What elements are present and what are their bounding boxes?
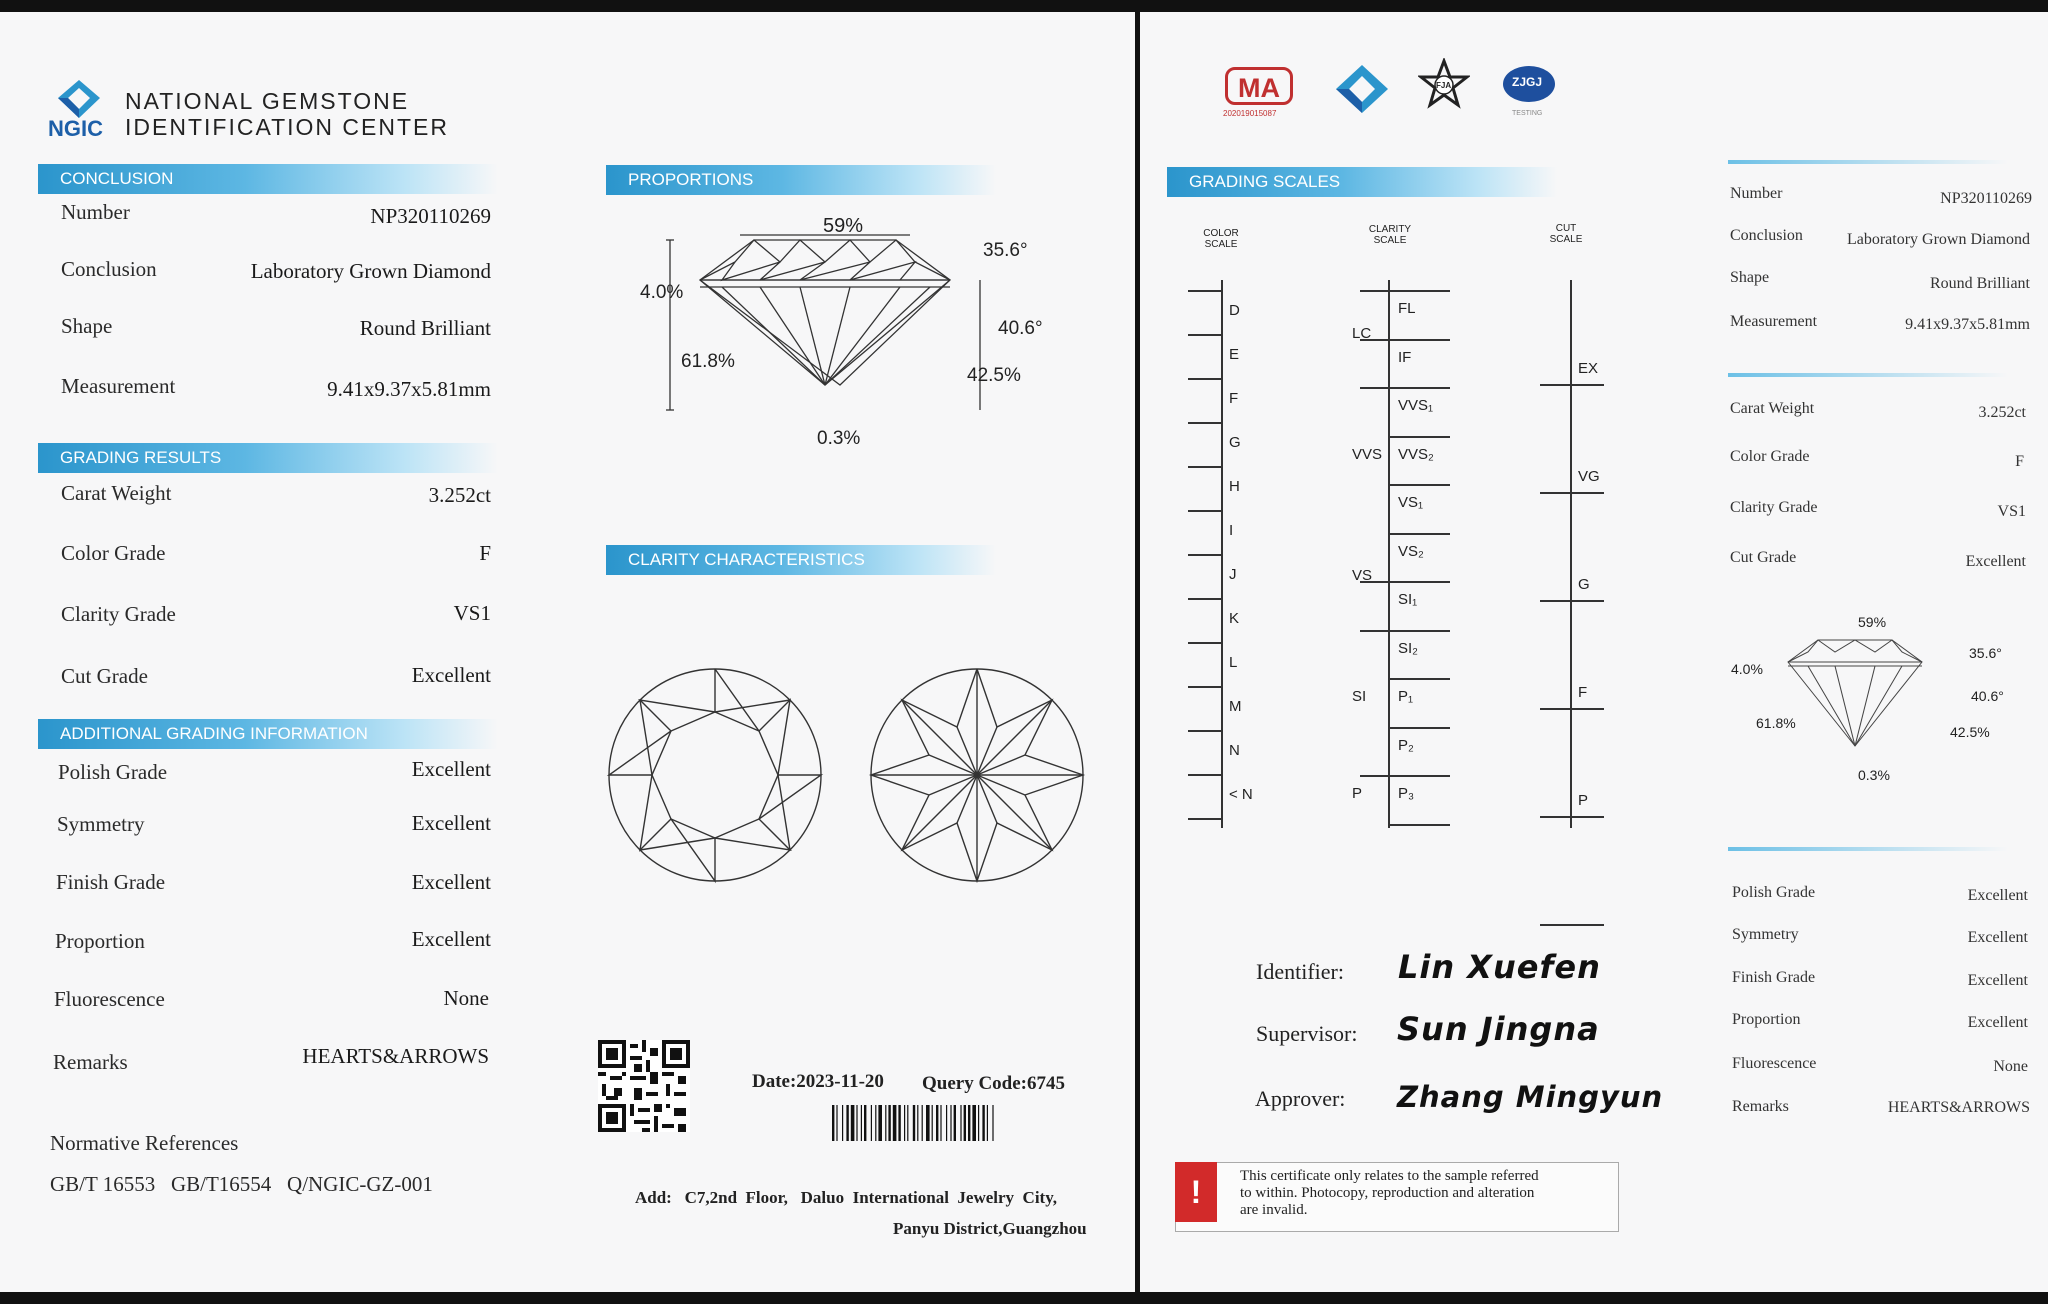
color-scale-grade: F (1229, 390, 1239, 407)
measurement-label: Measurement (61, 374, 176, 398)
approver-signature: Zhang Mingyun (1397, 1080, 1664, 1114)
barcode-bar (982, 1105, 984, 1141)
cma-badge (1225, 67, 1293, 105)
stub-symmetry-label: Symmetry (1732, 926, 1799, 943)
clarity-scale-title-2: SCALE (1373, 235, 1407, 246)
cut-scale-tick (1540, 600, 1604, 602)
proportion-pavilion-depth: 42.5% (967, 365, 1021, 386)
proportion-table: 59% (823, 215, 864, 237)
barcode-bar (964, 1105, 966, 1141)
certificate-left-panel (0, 12, 1135, 1292)
stub-polish-value: Excellent (1967, 887, 2028, 904)
barcode-bar (926, 1105, 930, 1141)
color-scale-tick (1188, 642, 1223, 644)
section-grading-scales: GRADING SCALES (1167, 167, 1557, 197)
clarity-scale-tick (1388, 824, 1450, 826)
clarity-group-divider (1360, 775, 1388, 777)
clarity-scale-tick (1388, 339, 1450, 341)
barcode-bar (940, 1105, 941, 1141)
symmetry-value: Excellent (411, 811, 491, 835)
clarity-scale-grade: P₁ (1398, 688, 1414, 705)
barcode-bar (922, 1105, 923, 1141)
barcode-bar (832, 1105, 834, 1141)
stub-measurement-label: Measurement (1730, 313, 1818, 330)
barcode[interactable] (832, 1105, 1074, 1141)
barcode-bar (898, 1105, 900, 1141)
notice-line2: to within. Photocopy, reproduction and alteration (1240, 1185, 1535, 1201)
color-scale-tick (1188, 334, 1223, 336)
barcode-bar (861, 1105, 862, 1141)
stub-proportion-value: Excellent (1967, 1014, 2028, 1031)
stub-number-value: NP320110269 (1940, 190, 2032, 207)
proportion-pavilion-angle: 40.6° (998, 318, 1043, 339)
barcode-bar (968, 1105, 970, 1141)
clarity-scale-grade: P₃ (1398, 785, 1415, 802)
color-scale-tick (1188, 422, 1223, 424)
stub-fluorescence-label: Fluorescence (1732, 1055, 1817, 1072)
color-scale-grade: D (1229, 302, 1240, 319)
stub-remarks-value: HEARTS&ARROWS (1887, 1099, 2030, 1116)
number-value: NP320110269 (370, 204, 491, 228)
clarity-scale-tick (1388, 678, 1450, 680)
cut-scale-grade: EX (1578, 360, 1599, 377)
stub-conclusion-value: Laboratory Grown Diamond (1846, 231, 2030, 248)
color-grade-label: Color Grade (61, 541, 166, 565)
notice-line3: are invalid. (1240, 1202, 1308, 1218)
section-proportions: PROPORTIONS (606, 165, 996, 195)
clarity-scale-grade: SI₁ (1398, 591, 1418, 608)
stub-number-label: Number (1730, 185, 1783, 202)
clarity-scale-grade: SI₂ (1398, 639, 1418, 657)
section-additional-grading: ADDITIONAL GRADING INFORMATION (38, 719, 498, 749)
color-scale-title-2: SCALE (1204, 239, 1238, 250)
clarity-scale (1350, 280, 1450, 828)
barcode-bar (842, 1105, 843, 1141)
stub-color-label: Color Grade (1730, 448, 1810, 465)
cut-scale-grade: VG (1578, 468, 1600, 485)
cut-scale-grade: F (1578, 684, 1588, 701)
clarity-scale-group: LC (1352, 324, 1372, 342)
barcode-bar (936, 1105, 938, 1141)
cut-scale-tick (1540, 816, 1604, 818)
fluorescence-label: Fluorescence (54, 987, 165, 1011)
stub-finish-value: Excellent (1967, 972, 2028, 989)
approver-label: Approver: (1255, 1086, 1346, 1111)
stub-proportion-pavilion-angle: 40.6° (1971, 688, 2004, 704)
color-scale-grade: E (1229, 346, 1240, 363)
clarity-scale-grade: VS₂ (1398, 542, 1424, 560)
clarity-scale-tick (1388, 484, 1450, 486)
barcode-bar (851, 1105, 855, 1141)
clarity-scale-axis (1388, 280, 1390, 828)
qr-code[interactable] (598, 1040, 690, 1132)
stub-proportion-table: 59% (1858, 614, 1887, 630)
barcode-bar (950, 1105, 951, 1141)
color-scale-grade: G (1229, 434, 1241, 451)
carat-weight-value: 3.252ct (428, 483, 491, 507)
clarity-scale-tick (1388, 290, 1450, 292)
section-conclusion: CONCLUSION (38, 164, 498, 194)
section-grading-results: GRADING RESULTS (38, 443, 498, 473)
stub-proportion-crown-height: 4.0% (1731, 661, 1763, 677)
barcode-bar (946, 1105, 947, 1141)
color-scale-grade: M (1229, 698, 1242, 715)
finish-grade-label: Finish Grade (56, 870, 166, 894)
color-scale-tick (1188, 466, 1223, 468)
stub-clarity-label: Clarity Grade (1730, 499, 1818, 516)
cut-scale (1540, 280, 1604, 828)
polish-grade-label: Polish Grade (58, 760, 168, 784)
stub-remarks-label: Remarks (1732, 1098, 1789, 1115)
clarity-scale-group: VVS (1352, 445, 1383, 463)
stub-proportion-total-depth: 61.8% (1756, 715, 1796, 731)
barcode-bar (888, 1105, 890, 1141)
cma-number: 202019015087 (1223, 109, 1277, 118)
clarity-plot-pavilion (867, 665, 1087, 885)
ngic-mark-icon (1334, 63, 1390, 115)
stub-carat-label: Carat Weight (1730, 400, 1815, 417)
header-title-line1: NATIONAL GEMSTONE (125, 88, 410, 114)
barcode-bar (836, 1105, 837, 1141)
color-scale-grade: < N (1229, 786, 1253, 803)
clarity-scale-grade: IF (1398, 348, 1412, 366)
clarity-scale-grade: VS₁ (1398, 494, 1424, 511)
issue-date: Date:2023-11-20 (752, 1071, 884, 1092)
barcode-bar (954, 1105, 956, 1141)
clarity-scale-tick (1388, 533, 1450, 535)
cut-scale-title (1544, 223, 1588, 245)
normative-references-list: GB/T 16553 GB/T16554 Q/NGIC-GZ-001 (50, 1172, 433, 1196)
color-scale-tick (1188, 378, 1223, 380)
clarity-scale-title-1: CLARITY (1368, 224, 1412, 235)
clarity-scale-grade: VVS₂ (1398, 445, 1434, 463)
cut-grade-label: Cut Grade (61, 664, 148, 688)
cut-scale-grade: P (1578, 792, 1589, 809)
warning-icon: ! (1175, 1162, 1217, 1222)
stub-clarity-value: VS1 (1997, 503, 2026, 520)
stub-conclusion-label: Conclusion (1730, 227, 1803, 244)
color-scale-tick (1188, 510, 1223, 512)
carat-weight-label: Carat Weight (61, 481, 172, 505)
clarity-plot-crown (605, 665, 825, 885)
barcode-bar (992, 1105, 993, 1141)
clarity-scale-group: SI (1352, 688, 1367, 706)
stub-divider-additional (1728, 847, 2008, 851)
ngic-logo-text: NGIC (48, 116, 103, 141)
color-scale-tick (1188, 774, 1223, 776)
proportion-value: Excellent (411, 927, 491, 951)
zjgj-badge-sub: TESTING (1512, 110, 1543, 117)
stub-proportion-label: Proportion (1732, 1011, 1801, 1028)
clarity-grade-label: Clarity Grade (61, 602, 176, 626)
cma-badge-text: MA (1238, 73, 1280, 103)
zjgj-badge-text: ZJGJ (1512, 75, 1543, 89)
clarity-scale-tick (1388, 387, 1450, 389)
barcode-bar (846, 1105, 848, 1141)
color-scale-tick (1188, 818, 1223, 820)
color-scale-tick (1188, 598, 1223, 600)
stub-proportion-culet: 0.3% (1858, 767, 1890, 783)
cut-scale-tick (1540, 384, 1604, 386)
proportion-label: Proportion (55, 929, 145, 953)
barcode-bar (904, 1105, 905, 1141)
color-scale-grade: N (1229, 742, 1240, 759)
remarks-label: Remarks (53, 1050, 128, 1074)
barcode-bar (978, 1105, 979, 1141)
color-grade-value: F (479, 541, 491, 565)
stub-symmetry-value: Excellent (1967, 929, 2028, 946)
color-scale-title (1199, 228, 1243, 250)
barcode-bar (875, 1105, 876, 1141)
clarity-scale-tick (1388, 630, 1450, 632)
barcode-bar (972, 1105, 976, 1141)
barcode-bar (987, 1105, 988, 1141)
fluorescence-value: None (443, 986, 489, 1010)
stub-proportion-crown-angle: 35.6° (1969, 645, 2002, 661)
color-scale-grade: H (1229, 478, 1240, 495)
cut-scale-title-2: SCALE (1549, 234, 1583, 245)
stub-divider-grading (1728, 373, 2008, 377)
identifier-signature: Lin Xuefen (1398, 948, 1601, 986)
clarity-group-divider (1360, 290, 1388, 292)
clarity-scale-grade: P₂ (1398, 736, 1414, 754)
color-scale-tick (1188, 554, 1223, 556)
stub-measurement-value: 9.41x9.37x5.81mm (1905, 316, 2030, 333)
clarity-scale-grade: FL (1398, 300, 1416, 317)
supervisor-label: Supervisor: (1256, 1021, 1358, 1046)
cut-scale-axis (1570, 280, 1572, 828)
color-scale-grade: J (1229, 566, 1237, 583)
stub-polish-label: Polish Grade (1732, 884, 1816, 901)
clarity-scale-tick (1388, 727, 1450, 729)
stub-cut-value: Excellent (1965, 553, 2026, 570)
normative-references-title: Normative References (50, 1131, 239, 1155)
stub-proportion-pavilion-depth: 42.5% (1950, 724, 1990, 740)
color-scale (1188, 280, 1254, 828)
color-scale-grade: K (1229, 610, 1240, 627)
barcode-bar (856, 1105, 857, 1141)
stub-cut-label: Cut Grade (1730, 549, 1797, 566)
clarity-group-divider (1360, 630, 1388, 632)
proportion-culet: 0.3% (817, 428, 861, 449)
clarity-grade-value: VS1 (453, 601, 491, 625)
ngic-logo-icon (56, 78, 102, 120)
remarks-value: HEARTS&ARROWS (302, 1044, 489, 1068)
symmetry-label: Symmetry (57, 812, 145, 836)
stub-color-value: F (2015, 453, 2024, 470)
stub-finish-label: Finish Grade (1732, 969, 1816, 986)
notice-line1: This certificate only relates to the sample referred (1240, 1168, 1539, 1184)
stub-shape-label: Shape (1730, 269, 1770, 286)
conclusion-value: Laboratory Grown Diamond (250, 259, 491, 283)
clarity-scale-tick (1388, 436, 1450, 438)
number-label: Number (61, 200, 130, 224)
barcode-bar (871, 1105, 872, 1141)
color-scale-tick (1188, 730, 1223, 732)
supervisor-signature: Sun Jingna (1397, 1010, 1600, 1048)
clarity-scale-title (1365, 224, 1415, 246)
barcode-bar (878, 1105, 882, 1141)
query-code: Query Code:6745 (922, 1073, 1066, 1094)
cut-scale-tick (1540, 492, 1604, 494)
barcode-bar (893, 1105, 897, 1141)
identifier-label: Identifier: (1256, 959, 1344, 984)
cut-grade-value: Excellent (411, 663, 491, 687)
stub-carat-value: 3.252ct (1978, 404, 2026, 421)
cut-scale-tick (1540, 924, 1604, 926)
clarity-scale-group: P (1352, 785, 1363, 803)
cut-scale-tick (1540, 708, 1604, 710)
stub-shape-value: Round Brilliant (1930, 275, 2030, 292)
address-line1: Add: C7,2nd Floor, Daluo International Jewelry City, (635, 1188, 1058, 1207)
barcode-bar (960, 1105, 961, 1141)
cut-scale-grade: G (1578, 576, 1590, 593)
color-scale-tick (1188, 290, 1223, 292)
stub-divider-top (1728, 160, 2008, 164)
barcode-bar (907, 1105, 908, 1141)
proportion-total-depth: 61.8% (681, 351, 735, 372)
barcode-bar (864, 1105, 866, 1141)
clarity-scale-group: VS (1352, 567, 1373, 584)
proportion-crown-angle: 35.6° (983, 240, 1028, 261)
barcode-bar (932, 1105, 933, 1141)
clarity-scale-tick (1388, 581, 1450, 583)
polish-grade-value: Excellent (411, 757, 491, 781)
measurement-value: 9.41x9.37x5.81mm (327, 377, 491, 401)
conclusion-label: Conclusion (61, 257, 157, 281)
proportion-crown-height: 4.0% (640, 282, 684, 303)
section-clarity-characteristics: CLARITY CHARACTERISTICS (606, 545, 996, 575)
barcode-bar (913, 1105, 915, 1141)
clarity-scale-grade: VVS₁ (1398, 397, 1434, 414)
finish-grade-value: Excellent (411, 870, 491, 894)
clarity-scale-tick (1388, 775, 1450, 777)
clarity-group-divider (1360, 387, 1388, 389)
fja-badge-text: FJA (1436, 81, 1452, 90)
address-line2: Panyu District,Guangzhou (893, 1219, 1087, 1238)
color-scale-grade: L (1229, 654, 1238, 671)
cut-scale-title-1: CUT (1555, 223, 1577, 234)
color-scale-grade: I (1229, 522, 1234, 539)
stub-proportions-diagram (1780, 628, 1930, 758)
color-scale-title-1: COLOR (1203, 228, 1239, 239)
header-title-line2: IDENTIFICATION CENTER (125, 114, 449, 140)
barcode-bar (885, 1105, 886, 1141)
shape-label: Shape (61, 314, 113, 338)
shape-value: Round Brilliant (359, 316, 491, 340)
color-scale-tick (1188, 686, 1223, 688)
barcode-bar (917, 1105, 918, 1141)
stub-fluorescence-value: None (1993, 1058, 2028, 1075)
